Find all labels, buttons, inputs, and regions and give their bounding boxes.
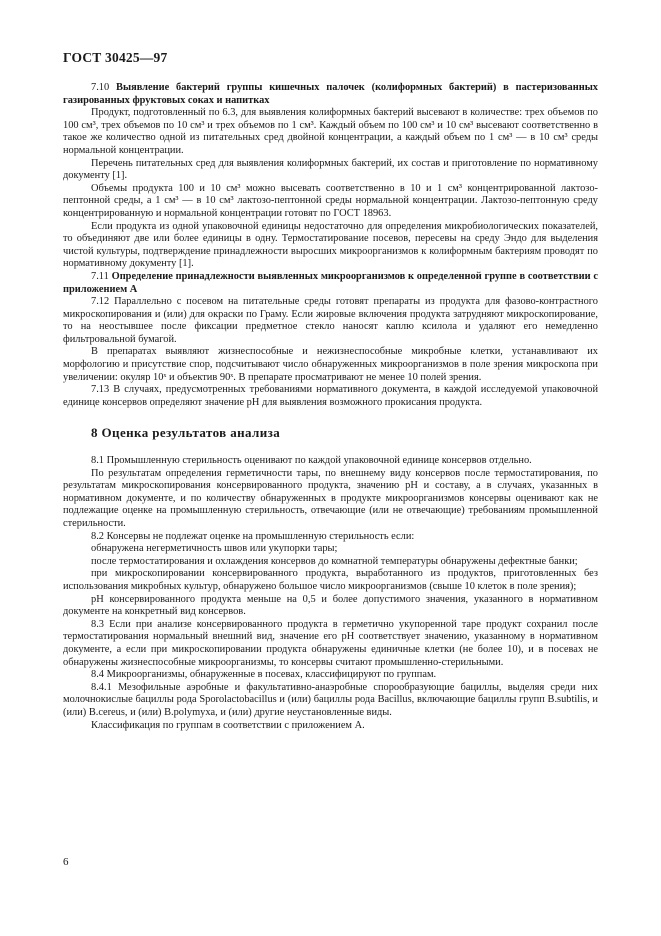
paragraph: обнаружена негерметичность швов или укупорки тары; [91, 543, 338, 555]
paragraph-text: Перечень питательных сред для выявления колиформных бактерий, их состав и приготовление по нормативному документу [1]. [63, 157, 598, 182]
document-body [63, 82, 598, 732]
section-7-continuation [63, 82, 598, 409]
paragraph-text: Объемы продукта 100 и 10 см³ можно высевать соответственно в 10 и 1 см³ концентрированной лактозо-пептонной среды, а 1 см³ — в 10 см³ лактозо-пептонной среды нормальной концентрации. Лактозо-пептонную среду концентрированную и нормальной концентрации готовят по ГОСТ 18963. [63, 182, 598, 219]
paragraph [63, 346, 598, 384]
paragraph: По результатам определения герметичности тары, по внешнему виду консервов после термостатирования, по результатам микроскопирования консервированного продукта, значению рН и составу, а в случаях, указанных в нормативном документе, и по количеству обнаруженных в продукте микроорганизмов консервы оценивают как не подлежащие оценке на промышленную стерильность, отвечающие (или не отвечающие) требованиям промышленной стерильности. [63, 467, 598, 529]
section-8-body [63, 455, 598, 732]
document-header: ГОСТ 30425—97 [63, 50, 168, 65]
paragraph: после термостатирования и охлаждения консервов до комнатной температуры обнаружены дефектные банки; [91, 555, 578, 567]
paragraph: 8.1 Промышленную стерильность оценивают по каждой упаковочной единице консервов отдельно. [91, 455, 532, 467]
paragraph [63, 296, 598, 346]
paragraph-text: 7.12 Параллельно с посевом на питательные среды готовят препараты из продукта для фазово-контрастного микроскопирования и (или) для окраски по Граму. Если жировые включения продукта затрудняют микроскопирование, то на неостывшее после фиксации предметное стекло наносят каплю ксилола и удаляют его немедленно фильтровальной бумагой. [63, 296, 598, 345]
paragraph [63, 384, 598, 409]
page-number: 6 [63, 856, 69, 868]
paragraph: рН консервированного продукта меньше на 0,5 и более допустимого значения, указанного в нормативном документе на конкретный вид консервов. [63, 593, 598, 618]
paragraph: 8.4 Микроорганизмы, обнаруженные в посевах, классифицируют по группам. [91, 669, 437, 681]
paragraph [63, 183, 598, 221]
paragraph [63, 271, 598, 296]
section-8-heading: 8 Оценка результатов анализа [91, 425, 281, 441]
paragraph [63, 221, 598, 271]
clause-number: 7.10 [91, 82, 117, 93]
paragraph-text: В препаратах выявляют жизнеспособные и нежизнеспособные микробные клетки, устанавливают их морфологию и присутствие спор, подсчитывают число обнаруженных микроорганизмов в поле зрения микроскопа при увеличении: окуляр 10ˣ и объектив 90ˣ. В препарате просматривают не менее 10 полей зрения. [63, 346, 598, 383]
paragraph: 8.2 Консервы не подлежат оценке на промышленную стерильность если: [91, 530, 415, 542]
paragraph [63, 82, 598, 107]
paragraph-text: 7.13 В случаях, предусмотренных требованиями нормативного документа, в каждой исследуемой упаковочной единице консервов определяют значение рН для выявления возможного прокисания продукта. [63, 384, 598, 408]
paragraph: 8.3 Если при анализе консервированного продукта в герметично укупоренной таре продукт сохранил после термостатирования нормальный внешний вид, значение его рН соответствует значению, указанному в нормативном документе, а если при микроскопировании продукта обнаружены единичные клетки (не более 10), и в посевах не обнаружены жизнеспособные микроорганизмы, то консервы считают промышленно-стерильными. [63, 618, 598, 668]
paragraph [63, 158, 598, 183]
paragraph-text: Если продукта из одной упаковочной единицы недостаточно для определения микробиологических показателей, то объединяют две или более единицы в одну. Термостатирование посевов, пересевы на среду Эндо для выделения чистой культуры, подтверждение принадлежности выросших микроорганизмов к колиформным бактериям проводят по нормативному документу [1]. [63, 220, 598, 270]
paragraph: при микроскопировании консервированного продукта, выработанного из продуктов, приготовленных без использования микробных культур, обнаружено большое число микроорганизмов (свыше 10 клеток в поле зрения); [63, 568, 598, 592]
paragraph: 8.4.1 Мезофильные аэробные и факультативно-анаэробные спорообразующие бациллы, выделяя среди них молочнокислые бациллы рода Sporolactobacillus и (или) бациллы рода Bacillus, включающие бациллы групп B.subtilis, и (или) B.cereus, и (или) B.polymyxa, и (или) другие неустановленные виды. [63, 681, 598, 718]
paragraph: Классификация по группам в соответствии с приложением А. [91, 719, 365, 731]
clause-number: 7.11 [91, 270, 112, 282]
paragraph-text: Продукт, подготовленный по 6.3, для выявления колиформных бактерий высевают в количестве: трех объемов по 100 см³, трех объемов по 10 см³ и трех объемов по 1 см³. Каждый объем по 100 см³ и 10 см³ высевают соответственно в такое же количество одной из питательных сред двойной концентрации, а каждый объем по 1 см³ — в 10 см³ среды нормальной концентрации. [63, 107, 598, 156]
paragraph [63, 107, 598, 157]
clause-title: Определение принадлежности выявленных микроорганизмов к определенной группе в соответствии с приложением А [63, 270, 598, 295]
clause-title: Выявление бактерий группы кишечных палочек (колиформных бактерий) в пастеризованных газированных фруктовых соках и напитках [63, 82, 599, 106]
